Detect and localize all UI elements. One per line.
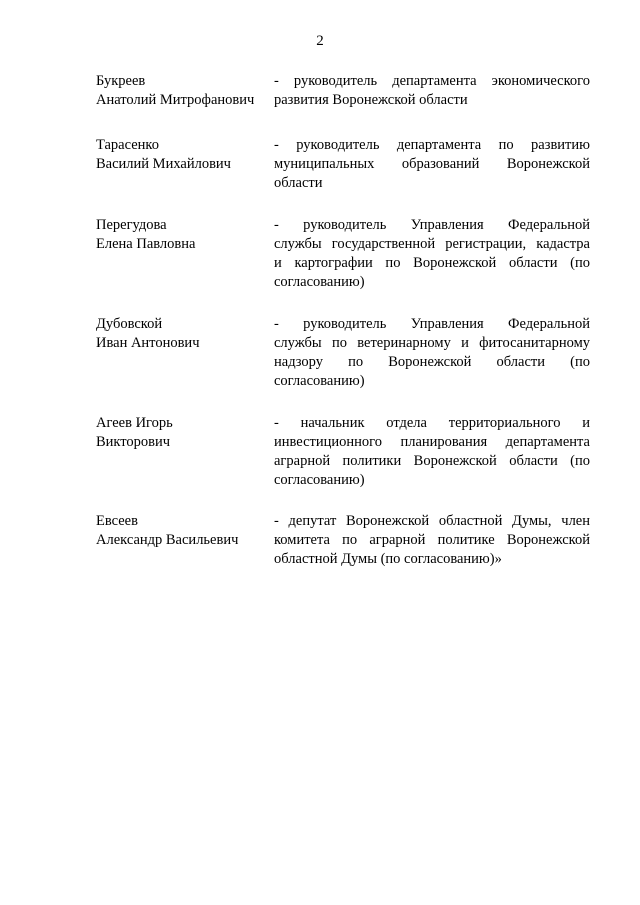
- role-line: - руководитель департамента экономического: [274, 73, 590, 89]
- member-role: [274, 414, 590, 490]
- member-surname: Дубовской: [96, 316, 163, 332]
- role-line: - руководитель департамента по развитию: [274, 137, 590, 153]
- member-name: [96, 136, 274, 174]
- role-line: областной Думы (по согласованию)»: [274, 551, 502, 567]
- member-surname: Перегудова: [96, 217, 167, 233]
- member-name: [96, 414, 274, 452]
- role-line: согласованию): [274, 472, 365, 488]
- member-given-names: Александр Васильевич: [96, 532, 239, 548]
- member-given-names: Елена Павловна: [96, 236, 196, 252]
- member-name: [96, 72, 274, 110]
- role-line: области: [274, 175, 323, 191]
- member-name: [96, 512, 274, 550]
- page-number: 2: [316, 33, 324, 49]
- role-line: аграрной политики Воронежской области (по: [274, 453, 590, 469]
- member-given-names: Иван Антонович: [96, 335, 200, 351]
- member-surname: Тарасенко: [96, 137, 159, 153]
- role-line: муниципальных образований Воронежской: [274, 156, 590, 172]
- role-line: - начальник отдела территориального и: [274, 415, 590, 431]
- member-given-names: Василий Михайлович: [96, 156, 231, 172]
- role-line: согласованию): [274, 373, 365, 389]
- member-given-names: Анатолий Митрофанович: [96, 92, 255, 108]
- member-role: [274, 315, 590, 391]
- role-line: - руководитель Управления Федеральной: [274, 217, 590, 233]
- member-role: [274, 216, 590, 292]
- role-line: службы по ветеринарному и фитосанитарному: [274, 335, 590, 351]
- member-role: [274, 72, 590, 110]
- role-line: службы государственной регистрации, кадастра: [274, 236, 590, 252]
- member-given-names: Викторович: [96, 434, 171, 450]
- member-surname: Евсеев: [96, 513, 138, 529]
- role-line: надзору по Воронежской области (по: [274, 354, 590, 370]
- role-line: комитета по аграрной политике Воронежской: [274, 532, 590, 548]
- member-surname: Агеев Игорь: [96, 415, 173, 431]
- role-line: согласованию): [274, 274, 365, 290]
- role-line: инвестиционного планирования департамента: [274, 434, 590, 450]
- role-line: - депутат Воронежской областной Думы, член: [274, 513, 590, 529]
- role-line: - руководитель Управления Федеральной: [274, 316, 590, 332]
- member-role: [274, 136, 590, 193]
- role-line: и картографии по Воронежской области (по: [274, 255, 590, 271]
- member-name: [96, 216, 274, 254]
- member-name: [96, 315, 274, 353]
- role-line: развития Воронежской области: [274, 92, 468, 108]
- member-role: [274, 512, 590, 569]
- member-surname: Букреев: [96, 73, 146, 89]
